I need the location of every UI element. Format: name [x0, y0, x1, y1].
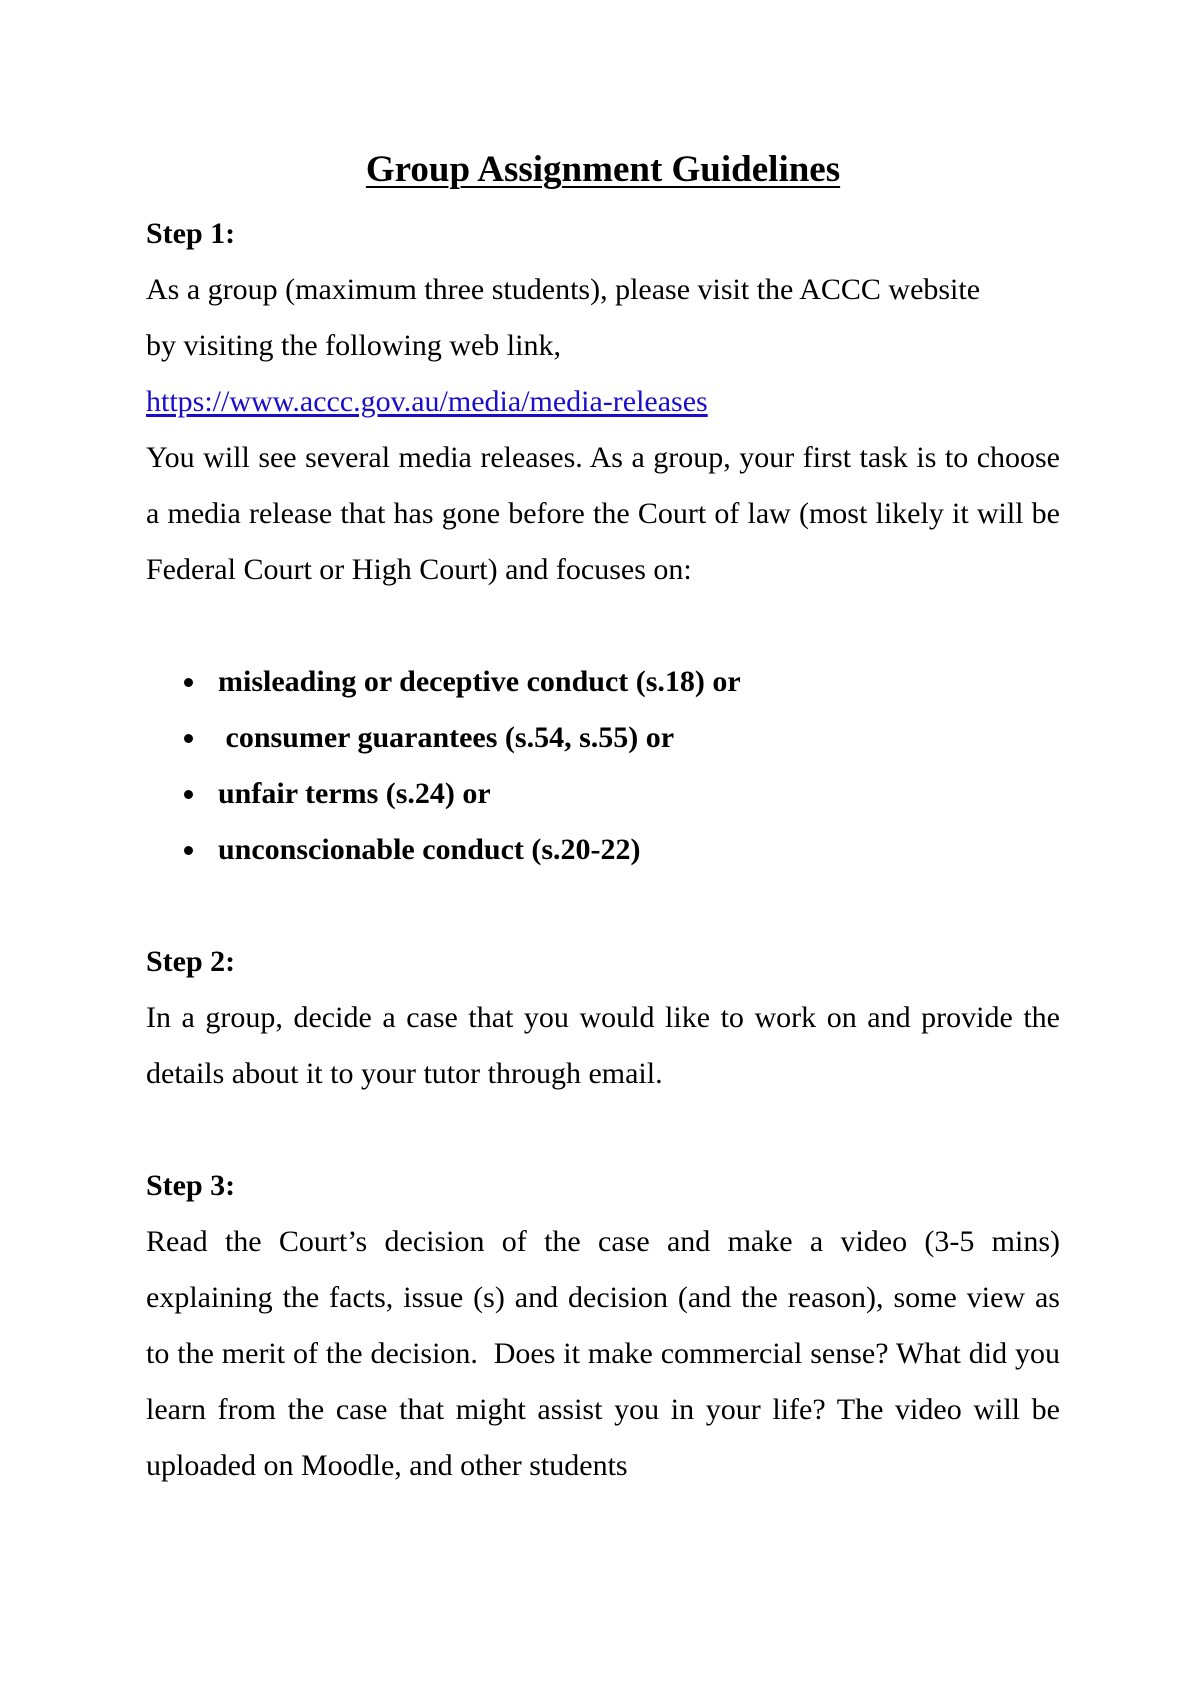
step-1-body: You will see several media releases. As a group, your first task is to choose a media release that has gone before the Court of law (most likely it will be Federal Court or High Court) and focuses on: — [146, 441, 1060, 586]
bullet-icon — [184, 734, 193, 743]
list-item-text: consumer guarantees (s.54, s.55) or — [218, 721, 675, 754]
list-item-text: unconscionable conduct (s.20-22) — [218, 833, 641, 866]
list-item — [146, 654, 1060, 710]
page-title: Group Assignment Guidelines — [365, 149, 841, 190]
list-item — [146, 822, 1060, 878]
bullet-icon — [184, 678, 193, 687]
list-item — [146, 766, 1060, 822]
focus-areas-list — [146, 654, 1060, 878]
step-2-body: In a group, decide a case that you would like to work on and provide the details about it to your tutor through email. — [146, 1001, 1060, 1090]
step-3-heading: Step 3: — [146, 1169, 236, 1202]
spacer — [146, 878, 1060, 934]
list-item-text: misleading or deceptive conduct (s.18) or — [218, 665, 741, 698]
document-body — [146, 140, 1068, 1494]
list-item — [146, 710, 1060, 766]
accc-media-releases-link[interactable]: https://www.accc.gov.au/media/media-releases — [146, 385, 708, 418]
step-1-intro-line-2: by visiting the following web link, — [146, 329, 561, 362]
bullet-icon — [184, 790, 193, 799]
spacer — [146, 598, 1060, 654]
bullet-icon — [184, 846, 193, 855]
step-3-body: Read the Court’s decision of the case and make a video (3-5 mins) explaining the facts, issue (s) and decision (and the reason), some view as to the merit of the decision. Does it make commercial sense? What did you learn from the case that might assist you in your life? The video will be uploaded on Moodle, and other students — [146, 1225, 1068, 1482]
step-2-heading: Step 2: — [146, 945, 236, 978]
step-1-heading: Step 1: — [146, 217, 236, 250]
spacer — [146, 1102, 1060, 1158]
list-item-text: unfair terms (s.24) or — [218, 777, 491, 810]
step-1-intro-line-1: As a group (maximum three students), please visit the ACCC website — [146, 273, 981, 306]
